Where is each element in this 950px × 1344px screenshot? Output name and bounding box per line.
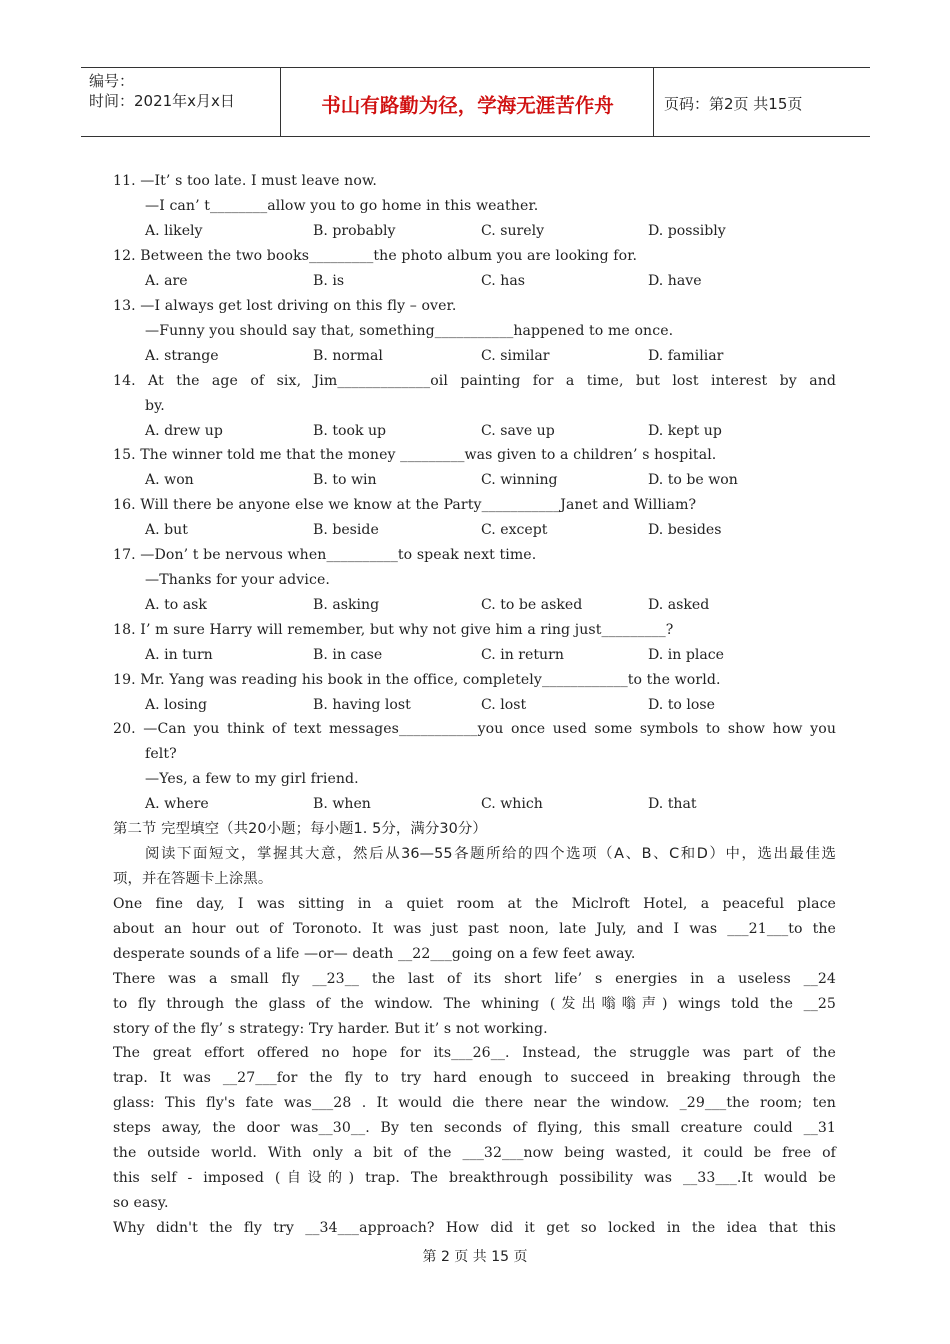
option-b: B. took up <box>313 423 387 439</box>
passage-line: story of the fly’ s strategy: Try harder. But it’ s not working. <box>113 1021 548 1037</box>
page-header <box>81 67 870 137</box>
option-d: D. to be won <box>648 472 738 488</box>
option-b: B. in case <box>313 647 383 663</box>
passage-line: One fine day, I was sitting in a quiet room at the Miclroft Hotel, a peaceful place <box>113 896 836 912</box>
option-d: D. possibly <box>648 223 726 239</box>
passage-line: so easy. <box>113 1195 169 1211</box>
option-c: C. winning <box>481 472 558 488</box>
option-b: B. asking <box>313 597 380 613</box>
header-motto: 书山有路勤为径，学海无涯苦作舟 <box>321 94 614 117</box>
option-a: A. where <box>145 796 209 812</box>
option-b: B. is <box>313 273 345 289</box>
option-a: A. to ask <box>145 597 207 613</box>
passage-line: Why didn't the fly try __34___approach? How did it get so locked in the idea that this <box>113 1220 836 1236</box>
question-13: 13. —I always get lost driving on this fly – over. <box>113 298 457 314</box>
option-a: A. losing <box>145 697 207 713</box>
question-13-reply: —Funny you should say that, something___________happened to me once. <box>145 323 674 339</box>
passage-line: the outside world. With only a bit of the ___32___now being wasted, it could be free of <box>113 1145 836 1161</box>
question-20: 20. —Can you think of text messages___________you once used some symbols to show how you <box>113 721 836 737</box>
passage-line: steps away, the door was__30__. By ten seconds of flying, this small creature could __31 <box>113 1120 836 1136</box>
question-14-cont: by. <box>145 398 165 414</box>
question-18: 18. I’ m sure Harry will remember, but why not give him a ring just_________? <box>113 622 674 638</box>
doc-time-label: 时间：2021年x月x日 <box>89 92 235 110</box>
question-14: 14. At the age of six, Jim_____________oil painting for a time, but lost interest by and <box>113 373 836 389</box>
option-b: B. having lost <box>313 697 411 713</box>
question-11-reply: —I can’ t________allow you to go home in this weather. <box>145 198 539 214</box>
option-b: B. probably <box>313 223 396 239</box>
option-d: D. besides <box>648 522 722 538</box>
question-20-cont: felt? <box>145 746 177 762</box>
option-b: B. normal <box>313 348 383 364</box>
option-c: C. surely <box>481 223 545 239</box>
option-c: C. has <box>481 273 525 289</box>
option-c: C. save up <box>481 423 555 439</box>
header-page-info: 页码：第2页 共15页 <box>664 95 803 113</box>
option-b: B. to win <box>313 472 377 488</box>
option-a: A. are <box>145 273 188 289</box>
option-b: B. beside <box>313 522 379 538</box>
option-b: B. when <box>313 796 371 812</box>
passage-line: There was a small fly __23__ the last of its short life’ s energies in a useless __24 <box>113 971 836 987</box>
page-footer: 第 2 页 共 15 页 <box>422 1249 528 1265</box>
option-d: D. familiar <box>648 348 724 364</box>
option-a: A. drew up <box>145 423 223 439</box>
passage-line: desperate sounds of a life —or— death __22___going on a few feet away. <box>113 946 636 962</box>
option-c: C. in return <box>481 647 564 663</box>
question-19: 19. Mr. Yang was reading his book in the office, completely____________to the world. <box>113 672 721 688</box>
option-a: A. in turn <box>145 647 213 663</box>
option-d: D. asked <box>648 597 710 613</box>
passage-line: about an hour out of Toronoto. It was just past noon, late July, and I was ___21___to the <box>113 921 836 937</box>
section-instruction-cont: 项，并在答题卡上涂黑。 <box>113 871 273 887</box>
option-c: C. lost <box>481 697 527 713</box>
question-16: 16. Will there be anyone else we know at the Party___________Janet and William? <box>113 497 697 513</box>
section-title: 第二节 完型填空（共20小题；每小题1. 5分，满分30分） <box>113 821 487 837</box>
question-11: 11. —It’ s too late. I must leave now. <box>113 173 378 189</box>
option-d: D. kept up <box>648 423 722 439</box>
question-20-reply: —Yes, a few to my girl friend. <box>145 771 359 787</box>
doc-number-label: 编号： <box>89 72 135 90</box>
option-a: A. strange <box>145 348 219 364</box>
option-d: D. to lose <box>648 697 715 713</box>
question-12: 12. Between the two books_________the photo album you are looking for. <box>113 248 638 264</box>
option-c: C. which <box>481 796 543 812</box>
option-c: C. to be asked <box>481 597 583 613</box>
option-a: A. but <box>145 522 188 538</box>
question-17-reply: —Thanks for your advice. <box>145 572 330 588</box>
option-c: C. except <box>481 522 548 538</box>
question-17: 17. —Don’ t be nervous when__________to speak next time. <box>113 547 537 563</box>
passage-line: glass: This fly's fate was___28 . It would die there near the window. _29___the room; ten <box>113 1095 836 1111</box>
passage-line: to fly through the glass of the window. The whining (发出嗡嗡声) wings told the __25 <box>113 996 836 1012</box>
option-d: D. have <box>648 273 702 289</box>
header-page-cell <box>654 68 870 136</box>
section-instruction: 阅读下面短文，掌握其大意，然后从36—55各题所给的四个选项（A、B、C和D）中，选出最佳选 <box>145 846 836 862</box>
option-a: A. won <box>145 472 194 488</box>
option-d: D. that <box>648 796 697 812</box>
header-meta <box>81 68 281 136</box>
option-a: A. likely <box>145 223 203 239</box>
question-15: 15. The winner told me that the money _________was given to a children’ s hospital. <box>113 447 717 463</box>
option-c: C. similar <box>481 348 550 364</box>
passage-line: trap. It was __27___for the fly to try hard enough to succeed in breaking through the <box>113 1070 836 1086</box>
passage-line: this self - imposed (自设的) trap. The breakthrough possibility was __33___.It would be <box>113 1170 836 1186</box>
header-motto-cell <box>281 68 654 136</box>
passage-line: The great effort offered no hope for its___26__. Instead, the struggle was part of the <box>113 1045 836 1061</box>
option-d: D. in place <box>648 647 724 663</box>
